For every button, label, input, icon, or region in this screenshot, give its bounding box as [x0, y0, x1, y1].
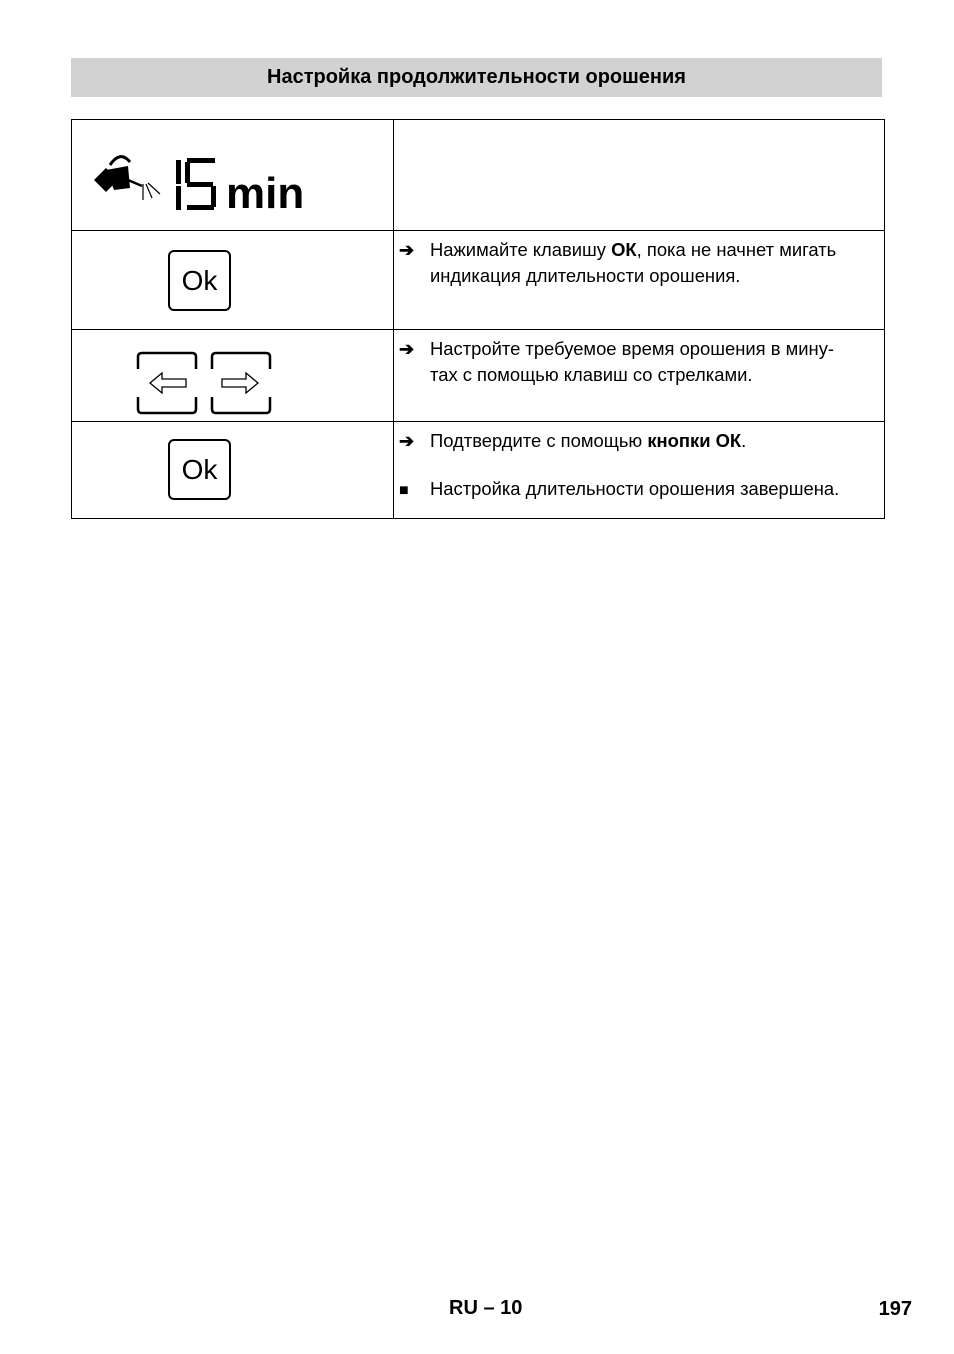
step-line [399, 237, 880, 289]
step-cell [394, 330, 885, 422]
arrow-bullet-icon [399, 336, 430, 388]
key-cell [72, 422, 394, 519]
arrow-bullet-icon [399, 237, 430, 289]
table-row [72, 422, 885, 519]
digit-five [185, 158, 216, 210]
display-cell [72, 120, 394, 231]
step-line [399, 336, 880, 388]
ok-key [168, 250, 231, 311]
left-arrow-key [138, 353, 196, 413]
display-unit: min [226, 169, 305, 216]
footer-section-label: RU – 10 [449, 1297, 523, 1319]
ok-key-label: Ok [181, 453, 218, 485]
key-cell [72, 330, 394, 422]
arrow-keys [136, 351, 274, 415]
table-row [72, 330, 885, 422]
page-number: 197 [878, 1298, 912, 1320]
digit-one [176, 160, 181, 210]
section-title-text: Настройка продолжительности орошения [267, 66, 686, 88]
ok-key [168, 439, 231, 500]
section-title [71, 58, 882, 97]
arrow-right-icon [222, 373, 258, 393]
arrow-bullet-icon [399, 428, 430, 454]
watering-can-icon [94, 157, 160, 200]
irrigation-time-display [92, 146, 382, 216]
result-line [399, 476, 884, 504]
ok-key-label: Ok [181, 264, 218, 296]
step-text: Подтвердите с помощью кнопки ОК. [430, 430, 747, 451]
instruction-table [71, 119, 885, 519]
table-row [72, 231, 885, 330]
square-bullet-icon [399, 476, 430, 504]
step-text: Нажимайте клавишу ОК, пока не начнет мигать индикация длительности орошения. [430, 239, 837, 286]
step-cell [394, 231, 885, 330]
key-cell [72, 231, 394, 330]
empty-description-cell [394, 120, 885, 231]
step-text: Настройте требуемое время орошения в мину- тах с помощью клавиш со стрелками. [430, 338, 835, 385]
arrow-left-icon [150, 373, 186, 393]
result-text: Настройка длительности орошения завершена. [430, 478, 840, 499]
step-cell [394, 422, 885, 519]
right-arrow-key [212, 353, 270, 413]
table-row [72, 120, 885, 231]
step-line [399, 428, 880, 454]
